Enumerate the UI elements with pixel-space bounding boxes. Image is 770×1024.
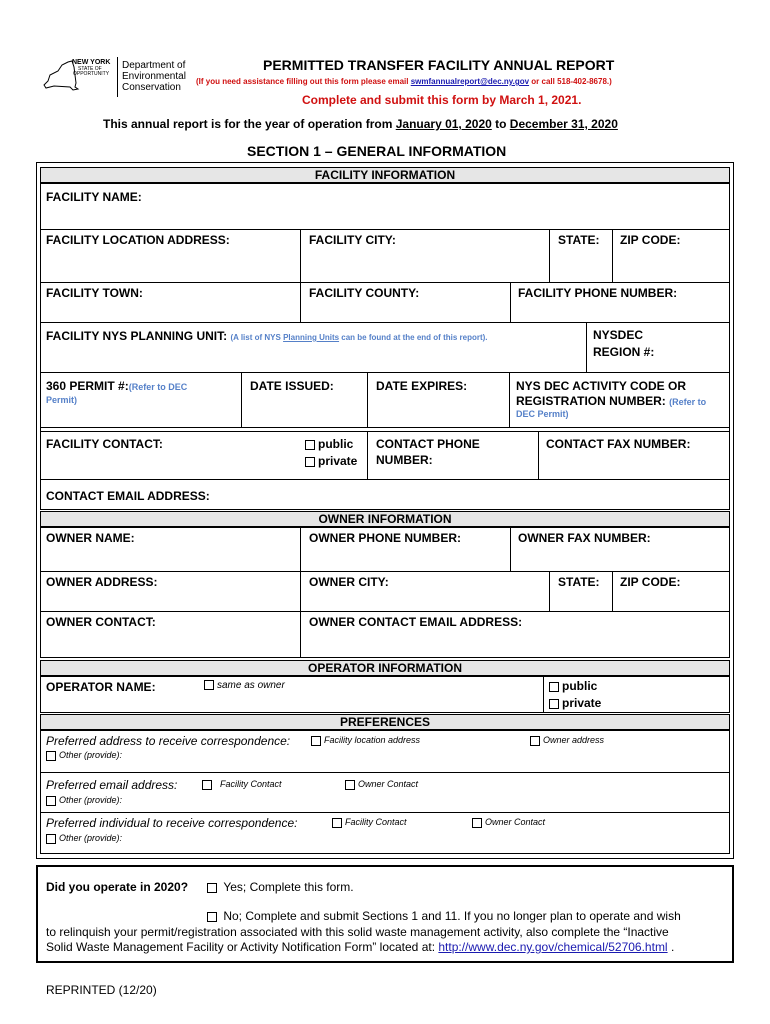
owner-phone-label: OWNER PHONE NUMBER: xyxy=(309,531,461,545)
checkbox-icon xyxy=(207,912,217,922)
permit-note: Permit) xyxy=(46,395,78,405)
permit-number-label: 360 PERMIT #:(Refer to DEC xyxy=(46,379,188,393)
logo-ny-line2: STATE OF xyxy=(78,66,102,72)
owner-info-grid xyxy=(40,527,730,658)
logo-ny-line3: OPPORTUNITY xyxy=(73,71,110,77)
nysdec-label: NYSDEC xyxy=(593,328,644,342)
facility-city-label: FACILITY CITY: xyxy=(309,233,396,247)
operator-private-option[interactable]: private xyxy=(549,696,601,710)
operate-yes-option[interactable]: Yes; Complete this form. xyxy=(207,880,354,894)
date-expires-label: DATE EXPIRES: xyxy=(376,379,468,393)
owner-city-label: OWNER CITY: xyxy=(309,575,389,589)
checkbox-icon xyxy=(46,796,56,806)
pref-email-other-option[interactable]: Other (provide): xyxy=(46,795,122,806)
operate-no-line3: Solid Waste Management Facility or Activity Notification Form” located at: http://www.dec.ny.gov/chemical/52706.html . xyxy=(46,940,675,954)
logo-ny-line1: NEW YORK xyxy=(72,59,111,66)
checkbox-icon xyxy=(305,457,315,467)
same-as-owner-option[interactable]: same as owner xyxy=(204,680,285,691)
preferences-grid xyxy=(40,730,730,854)
checkbox-icon xyxy=(207,883,217,893)
contact-fax-label: CONTACT FAX NUMBER: xyxy=(546,437,691,451)
owner-info-header: OWNER INFORMATION xyxy=(40,511,730,527)
logo-dept-line3: Conservation xyxy=(122,82,181,93)
facility-zip-label: ZIP CODE: xyxy=(620,233,681,247)
pref-email-facility-contact-option[interactable]: Facility Contact xyxy=(202,779,282,790)
owner-fax-label: OWNER FAX NUMBER: xyxy=(518,531,651,545)
checkbox-icon xyxy=(549,682,559,692)
operator-info-header: OPERATOR INFORMATION xyxy=(40,660,730,676)
checkbox-icon xyxy=(311,736,321,746)
owner-zip-label: ZIP CODE: xyxy=(620,575,681,589)
facility-phone-label: FACILITY PHONE NUMBER: xyxy=(518,286,678,300)
facility-contact-label: FACILITY CONTACT: xyxy=(46,437,163,451)
checkbox-icon xyxy=(472,818,482,828)
contact-email-label: CONTACT EMAIL ADDRESS: xyxy=(46,489,210,503)
checkbox-icon xyxy=(204,680,214,690)
contact-phone-label-line1: CONTACT PHONE xyxy=(376,437,480,451)
date-issued-label: DATE ISSUED: xyxy=(250,379,334,393)
deadline-notice: Complete and submit this form by March 1, 2021. xyxy=(302,93,582,107)
facility-planning-unit-label: FACILITY NYS PLANNING UNIT: (A list of NYS Planning Units can be found at the end of this report). xyxy=(46,329,488,343)
report-title: PERMITTED TRANSFER FACILITY ANNUAL REPORT xyxy=(263,57,615,73)
owner-name-label: OWNER NAME: xyxy=(46,531,135,545)
checkbox-icon xyxy=(530,736,540,746)
pref-individual-other-option[interactable]: Other (provide): xyxy=(46,833,122,844)
facility-location-address-label: FACILITY LOCATION ADDRESS: xyxy=(46,233,230,247)
checkbox-icon xyxy=(345,780,355,790)
checkbox-icon xyxy=(46,751,56,761)
assistance-note: (If you need assistance filling out this form please email swmfannualreport@dec.ny.gov or call 518-402-8678.) xyxy=(196,77,612,86)
pref-address-other-option[interactable]: Other (provide): xyxy=(46,750,122,761)
activity-code-label-line1: NYS DEC ACTIVITY CODE OR xyxy=(516,379,687,393)
pref-email-owner-contact-option[interactable]: Owner Contact xyxy=(345,779,418,790)
pref-individual-facility-contact-option[interactable]: Facility Contact xyxy=(332,817,407,828)
checkbox-icon xyxy=(202,780,212,790)
activity-code-label-line2: REGISTRATION NUMBER: (Refer to xyxy=(516,394,707,408)
reprint-date: REPRINTED (12/20) xyxy=(46,983,157,997)
operator-public-option[interactable]: public xyxy=(549,679,597,693)
planning-units-link[interactable]: Planning Units xyxy=(283,333,340,342)
pref-individual-label: Preferred individual to receive correspondence: xyxy=(46,816,298,830)
operator-name-label: OPERATOR NAME: xyxy=(46,680,156,694)
pref-address-label: Preferred address to receive correspondence: xyxy=(46,734,291,748)
region-label: REGION #: xyxy=(593,345,655,359)
operate-no-option[interactable]: No; Complete and submit Sections 1 and 11. If you no longer plan to operate and wish xyxy=(207,909,681,923)
checkbox-icon xyxy=(46,834,56,844)
facility-info-header: FACILITY INFORMATION xyxy=(40,167,730,183)
owner-state-label: STATE: xyxy=(558,575,600,589)
pref-individual-owner-contact-option[interactable]: Owner Contact xyxy=(472,817,545,828)
preferences-header: PREFERENCES xyxy=(40,714,730,730)
assistance-email-link[interactable]: swmfannualreport@dec.ny.gov xyxy=(410,77,530,86)
owner-contact-label: OWNER CONTACT: xyxy=(46,615,156,629)
operate-question: Did you operate in 2020? xyxy=(46,880,189,894)
section-title: SECTION 1 – GENERAL INFORMATION xyxy=(247,143,507,159)
activity-code-note: DEC Permit) xyxy=(516,409,569,419)
facility-town-label: FACILITY TOWN: xyxy=(46,286,143,300)
contact-private-option[interactable]: private xyxy=(305,454,357,468)
checkbox-icon xyxy=(332,818,342,828)
contact-public-option[interactable]: public xyxy=(305,437,353,451)
facility-county-label: FACILITY COUNTY: xyxy=(309,286,420,300)
pref-owner-address-option[interactable]: Owner address xyxy=(530,735,604,746)
dec-logo xyxy=(40,57,190,99)
logo-dept-line2: Environmental xyxy=(122,71,186,82)
operate-no-line2: to relinquish your permit/registration associated with this solid waste management activity, also complete the “Inactive xyxy=(46,925,669,939)
report-year-line: This annual report is for the year of operation from January 01, 2020 to December 31, 2020 xyxy=(103,117,618,131)
checkbox-icon xyxy=(549,699,559,709)
pref-email-label: Preferred email address: xyxy=(46,778,178,792)
facility-state-label: STATE: xyxy=(558,233,600,247)
logo-dept-line1: Department of xyxy=(122,60,186,71)
inactive-form-link[interactable]: http://www.dec.ny.gov/chemical/52706.html xyxy=(438,940,668,954)
facility-name-label: FACILITY NAME: xyxy=(46,190,142,204)
contact-phone-label-line2: NUMBER: xyxy=(376,453,433,467)
pref-facility-location-option[interactable]: Facility location address xyxy=(311,735,420,746)
owner-address-label: OWNER ADDRESS: xyxy=(46,575,158,589)
checkbox-icon xyxy=(305,440,315,450)
owner-contact-email-label: OWNER CONTACT EMAIL ADDRESS: xyxy=(309,615,523,629)
